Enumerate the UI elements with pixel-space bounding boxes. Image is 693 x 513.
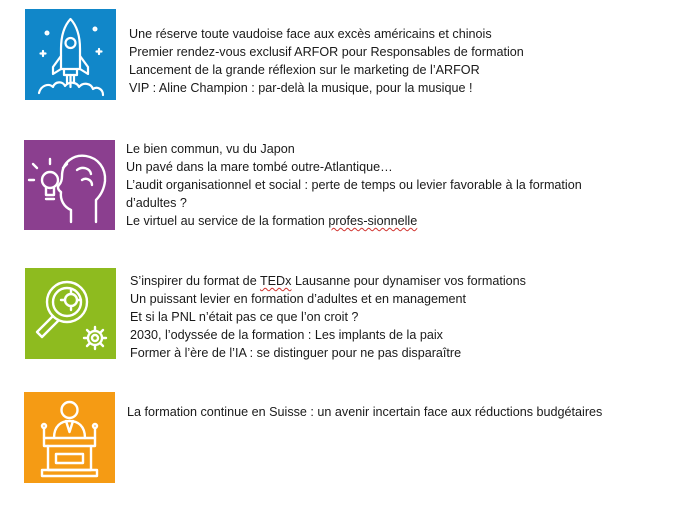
list-item: Former à l’ère de l’IA : se distinguer pour ne pas disparaître — [130, 346, 462, 360]
section-rocket-list — [129, 25, 669, 97]
list-item-text: Le virtuel au service de la formation — [126, 214, 329, 228]
list-item: L’audit organisationnel et social : perte de temps ou levier favorable à la formation d’adultes ? — [126, 178, 582, 210]
list-item: Un pavé dans la mare tombé outre-Atlantique… — [126, 160, 393, 174]
list-item: VIP : Aline Champion : par-delà la musique, pour la musique ! — [129, 81, 473, 95]
idea-head-icon — [24, 140, 115, 230]
section-idea-list — [126, 140, 626, 230]
spellcheck-flagged-word: TEDx — [259, 274, 292, 288]
list-item: Une réserve toute vaudoise face aux excès américains et chinois — [129, 27, 492, 41]
list-item-text: Lausanne pour dynamiser vos formations — [291, 274, 526, 288]
speaker-podium-icon — [24, 392, 115, 483]
magnifier-gears-icon — [25, 268, 116, 359]
section-speaker-list — [127, 403, 687, 421]
list-item: Un puissant levier en formation d’adultes et en management — [130, 292, 467, 306]
list-item: Le bien commun, vu du Japon — [126, 142, 295, 156]
list-item: Premier rendez-vous exclusif ARFOR pour Responsables de formation — [129, 45, 524, 59]
list-item: La formation continue en Suisse : un avenir incertain face aux réductions budgétaires — [127, 405, 603, 419]
rocket-icon — [25, 9, 116, 100]
list-item: Lancement de la grande réflexion sur le marketing de l’ARFOR — [129, 63, 480, 77]
list-item: Et si la PNL n’était pas ce que l’on croit ? — [130, 310, 359, 324]
list-item — [130, 272, 670, 290]
list-item: 2030, l’odyssée de la formation : Les implants de la paix — [130, 328, 443, 342]
list-item-text: S’inspirer du format de — [130, 274, 260, 288]
list-item — [126, 212, 626, 230]
section-magnifier-list — [130, 272, 670, 362]
spellcheck-flagged-word: profes-sionnelle — [328, 214, 418, 228]
